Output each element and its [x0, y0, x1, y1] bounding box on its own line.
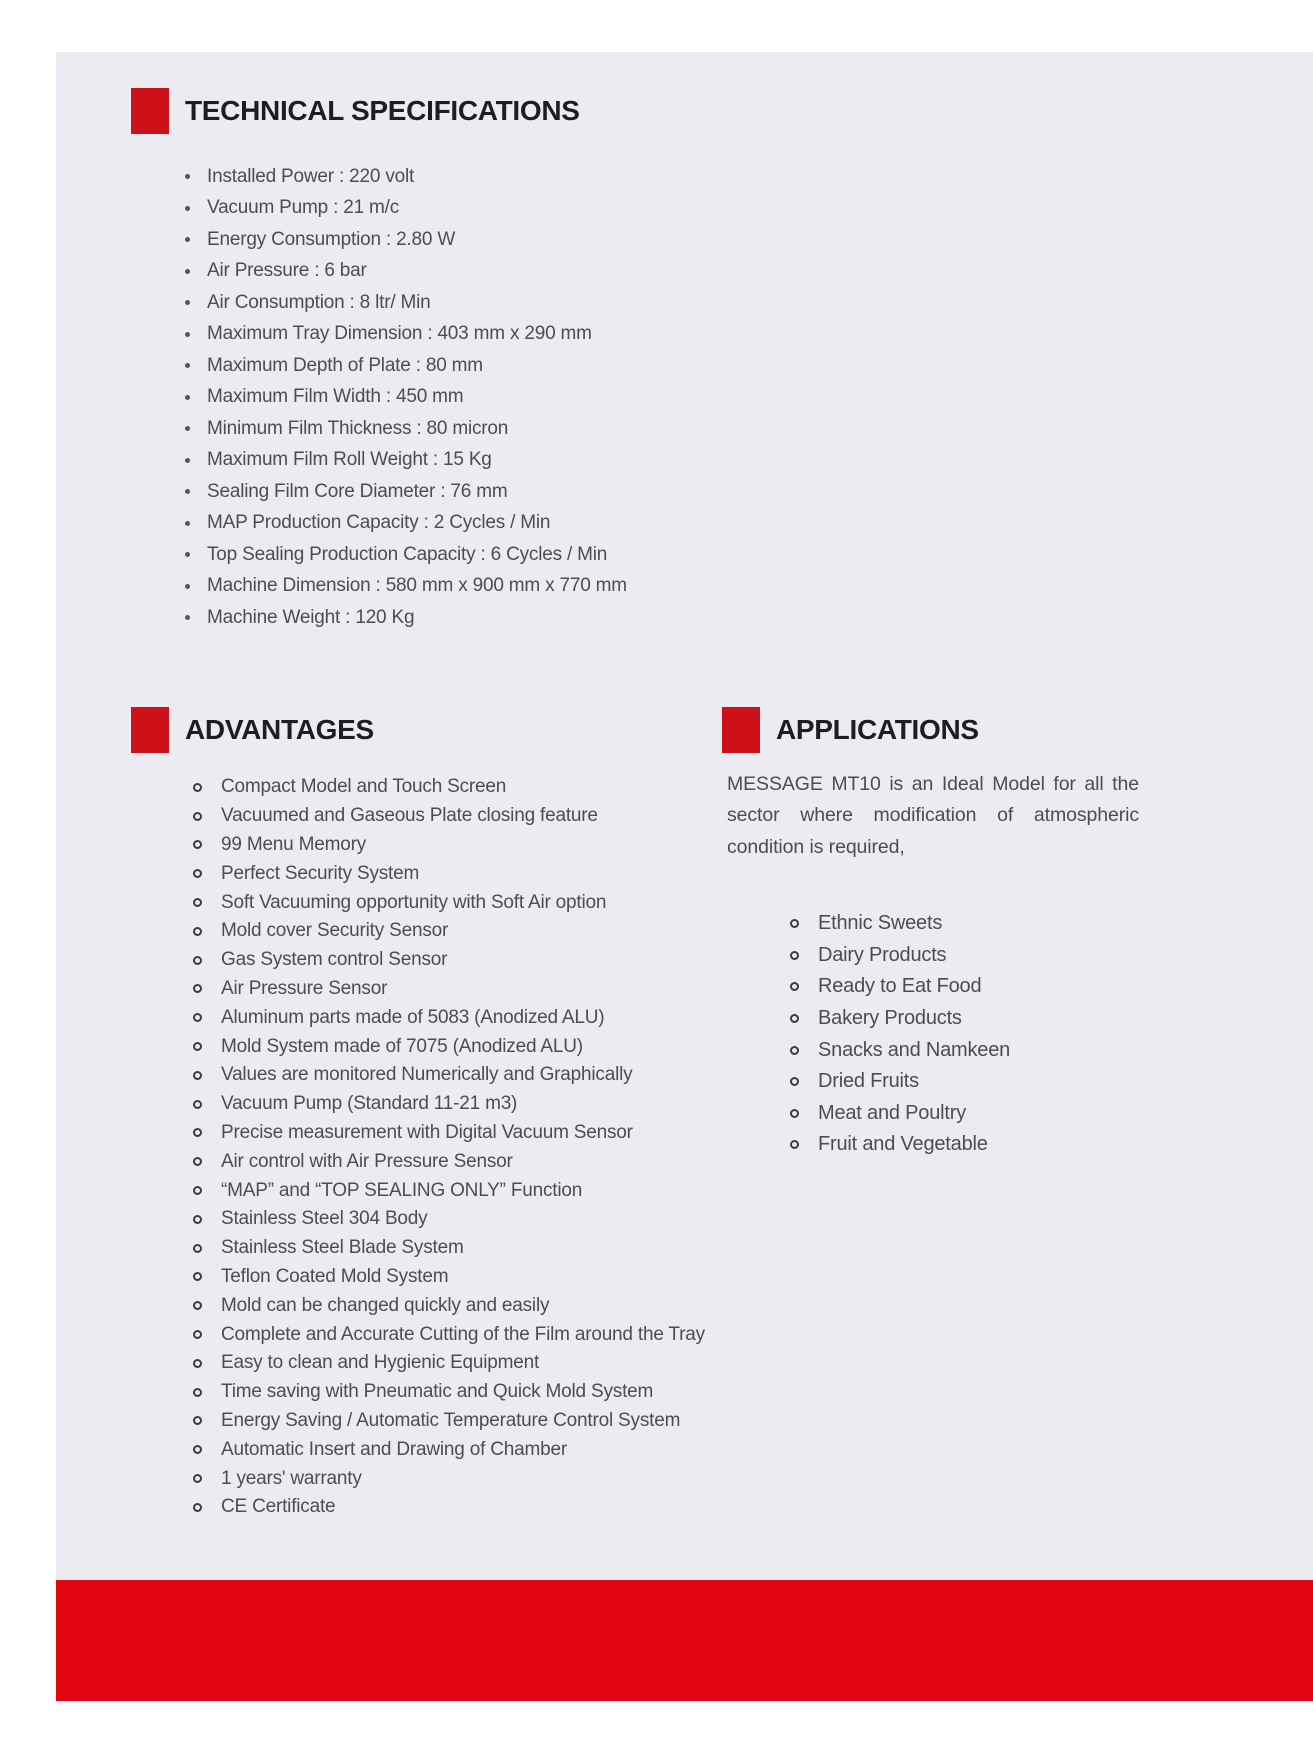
red-square-marker — [131, 88, 169, 134]
bullet-ring-icon — [193, 1215, 202, 1224]
spec-item-text: Installed Power : 220 volt — [207, 165, 415, 187]
advantage-list-item — [193, 1061, 705, 1090]
bullet-dot-icon — [185, 363, 190, 368]
spec-item-text: Sealing Film Core Diameter : 76 mm — [207, 480, 508, 502]
advantage-list-item — [193, 1407, 705, 1436]
bullet-dot-icon — [185, 174, 190, 179]
spec-item-text: Maximum Tray Dimension : 403 mm x 290 mm — [207, 323, 592, 345]
spec-item-text: Top Sealing Production Capacity : 6 Cycles / Min — [207, 543, 608, 565]
advantage-list-item — [193, 946, 705, 975]
advantage-item-text: Vacuum Pump (Standard 11-21 m3) — [221, 1093, 518, 1115]
applications-list — [790, 908, 1010, 1161]
bullet-ring-icon — [193, 1474, 202, 1483]
advantage-list-item — [193, 859, 705, 888]
advantage-item-text: Stainless Steel Blade System — [221, 1237, 464, 1259]
advantage-item-text: Air control with Air Pressure Sensor — [221, 1150, 513, 1172]
red-square-marker — [722, 707, 760, 753]
advantage-list-item — [193, 1032, 705, 1061]
bullet-ring-icon — [193, 1042, 202, 1051]
advantage-list-item — [193, 831, 705, 860]
spec-list-item — [185, 413, 627, 445]
bullet-ring-icon — [193, 1416, 202, 1425]
spec-list-item — [185, 602, 627, 634]
bullet-ring-icon — [790, 982, 799, 991]
application-list-item — [790, 908, 1010, 940]
advantage-item-text: Automatic Insert and Drawing of Chamber — [221, 1438, 567, 1460]
spec-list-item — [185, 382, 627, 414]
spec-item-text: Air Pressure : 6 bar — [207, 260, 367, 282]
advantage-item-text: Energy Saving / Automatic Temperature Control System — [221, 1409, 681, 1431]
advantage-item-text: Aluminum parts made of 5083 (Anodized ALU) — [221, 1006, 605, 1028]
advantage-list-item — [193, 1320, 705, 1349]
advantage-list-item — [193, 1435, 705, 1464]
advantage-item-text: Stainless Steel 304 Body — [221, 1208, 428, 1230]
technical-specifications-list — [185, 161, 627, 634]
bullet-ring-icon — [193, 1388, 202, 1397]
bullet-ring-icon — [193, 1071, 202, 1080]
bullet-dot-icon — [185, 552, 190, 557]
application-item-text: Dried Fruits — [818, 1070, 919, 1093]
advantage-item-text: Soft Vacuuming opportunity with Soft Air option — [221, 891, 607, 913]
bullet-ring-icon — [193, 1157, 202, 1166]
advantage-list-item — [193, 1205, 705, 1234]
advantage-list-item — [193, 1291, 705, 1320]
advantage-list-item — [193, 917, 705, 946]
advantage-item-text: 1 years' warranty — [221, 1467, 362, 1489]
application-list-item — [790, 971, 1010, 1003]
bullet-dot-icon — [185, 237, 190, 242]
bullet-ring-icon — [193, 1330, 202, 1339]
applications-title: APPLICATIONS — [776, 714, 979, 745]
spec-item-text: Maximum Film Roll Weight : 15 Kg — [207, 449, 492, 471]
bullet-dot-icon — [185, 458, 190, 463]
bullet-dot-icon — [185, 521, 190, 526]
advantages-title: ADVANTAGES — [185, 714, 374, 745]
bullet-ring-icon — [193, 783, 202, 792]
bullet-ring-icon — [193, 1503, 202, 1512]
bullet-ring-icon — [790, 1109, 799, 1118]
bullet-dot-icon — [185, 395, 190, 400]
spec-item-text: Machine Dimension : 580 mm x 900 mm x 770 mm — [207, 575, 627, 597]
bullet-dot-icon — [185, 426, 190, 431]
advantage-item-text: Values are monitored Numerically and Graphically — [221, 1064, 633, 1086]
application-list-item — [790, 1034, 1010, 1066]
application-item-text: Ethnic Sweets — [818, 912, 943, 935]
bullet-dot-icon — [185, 269, 190, 274]
spec-item-text: MAP Production Capacity : 2 Cycles / Min — [207, 512, 551, 534]
application-list-item — [790, 1066, 1010, 1098]
advantages-heading — [131, 707, 374, 753]
bullet-ring-icon — [193, 927, 202, 936]
bullet-ring-icon — [193, 840, 202, 849]
advantage-item-text: Teflon Coated Mold System — [221, 1265, 449, 1287]
bullet-ring-icon — [790, 919, 799, 928]
spec-item-text: Maximum Film Width : 450 mm — [207, 386, 464, 408]
spec-list-item — [185, 161, 627, 193]
bullet-ring-icon — [790, 951, 799, 960]
advantage-item-text: “MAP” and “TOP SEALING ONLY” Function — [221, 1179, 583, 1201]
bullet-ring-icon — [193, 1244, 202, 1253]
technical-specifications-title: TECHNICAL SPECIFICATIONS — [185, 95, 580, 126]
applications-heading — [722, 707, 979, 753]
bullet-ring-icon — [193, 1272, 202, 1281]
red-square-marker — [131, 707, 169, 753]
bullet-dot-icon — [185, 615, 190, 620]
application-item-text: Ready to Eat Food — [818, 975, 982, 998]
bullet-ring-icon — [790, 1140, 799, 1149]
application-list-item — [790, 1129, 1010, 1161]
spec-list-item — [185, 287, 627, 319]
advantage-item-text: Time saving with Pneumatic and Quick Mold System — [221, 1381, 654, 1403]
spec-list-item — [185, 539, 627, 571]
spec-list-item — [185, 256, 627, 288]
advantage-list-item — [193, 1263, 705, 1292]
advantage-list-item — [193, 1119, 705, 1148]
application-item-text: Meat and Poultry — [818, 1101, 966, 1124]
spec-list-item — [185, 224, 627, 256]
advantage-item-text: Complete and Accurate Cutting of the Film around the Tray — [221, 1323, 705, 1345]
bullet-ring-icon — [193, 984, 202, 993]
application-item-text: Dairy Products — [818, 943, 947, 966]
advantage-item-text: Perfect Security System — [221, 862, 420, 884]
footer-red-band — [56, 1580, 1313, 1701]
advantage-list-item — [193, 1464, 705, 1493]
advantage-list-item — [193, 1234, 705, 1263]
spec-list-item — [185, 476, 627, 508]
advantage-item-text: Air Pressure Sensor — [221, 977, 388, 999]
spec-item-text: Maximum Depth of Plate : 80 mm — [207, 354, 483, 376]
application-item-text: Bakery Products — [818, 1007, 962, 1030]
advantage-list-item — [193, 888, 705, 917]
bullet-dot-icon — [185, 300, 190, 305]
spec-list-item — [185, 445, 627, 477]
bullet-ring-icon — [193, 898, 202, 907]
spec-item-text: Air Consumption : 8 ltr/ Min — [207, 291, 431, 313]
application-list-item — [790, 940, 1010, 972]
spec-item-text: Energy Consumption : 2.80 W — [207, 228, 456, 250]
bullet-ring-icon — [193, 1128, 202, 1137]
advantage-item-text: Gas System control Sensor — [221, 949, 448, 971]
bullet-ring-icon — [193, 1100, 202, 1109]
bullet-ring-icon — [193, 1445, 202, 1454]
bullet-dot-icon — [185, 206, 190, 211]
advantage-item-text: Mold can be changed quickly and easily — [221, 1294, 550, 1316]
bullet-ring-icon — [790, 1014, 799, 1023]
advantage-list-item — [193, 1493, 705, 1522]
application-item-text: Fruit and Vegetable — [818, 1133, 988, 1156]
advantage-item-text: Precise measurement with Digital Vacuum Sensor — [221, 1121, 633, 1143]
bullet-ring-icon — [193, 956, 202, 965]
advantage-list-item — [193, 773, 705, 802]
spec-item-text: Machine Weight : 120 Kg — [207, 606, 415, 628]
advantage-list-item — [193, 975, 705, 1004]
advantage-item-text: Mold System made of 7075 (Anodized ALU) — [221, 1035, 583, 1057]
advantage-item-text: Mold cover Security Sensor — [221, 920, 449, 942]
bullet-ring-icon — [193, 869, 202, 878]
advantage-list-item — [193, 802, 705, 831]
bullet-dot-icon — [185, 489, 190, 494]
application-list-item — [790, 1003, 1010, 1035]
spec-list-item — [185, 319, 627, 351]
application-item-text: Snacks and Namkeen — [818, 1038, 1011, 1061]
advantage-item-text: Vacuumed and Gaseous Plate closing feature — [221, 805, 598, 827]
advantage-item-text: CE Certificate — [221, 1496, 336, 1518]
advantage-list-item — [193, 1003, 705, 1032]
application-list-item — [790, 1098, 1010, 1130]
spec-list-item — [185, 193, 627, 225]
bullet-ring-icon — [193, 1186, 202, 1195]
spec-item-text: Vacuum Pump : 21 m/c — [207, 197, 400, 219]
spec-list-item — [185, 571, 627, 603]
advantage-list-item — [193, 1176, 705, 1205]
technical-specifications-heading — [131, 88, 580, 134]
advantage-item-text: Compact Model and Touch Screen — [221, 776, 507, 798]
advantage-list-item — [193, 1378, 705, 1407]
bullet-ring-icon — [193, 812, 202, 821]
spec-list-item — [185, 508, 627, 540]
advantage-list-item — [193, 1090, 705, 1119]
bullet-ring-icon — [790, 1046, 799, 1055]
advantage-item-text: Easy to clean and Hygienic Equipment — [221, 1352, 540, 1374]
bullet-dot-icon — [185, 584, 190, 589]
bullet-dot-icon — [185, 332, 190, 337]
advantage-item-text: 99 Menu Memory — [221, 833, 367, 855]
bullet-ring-icon — [193, 1301, 202, 1310]
spec-item-text: Minimum Film Thickness : 80 micron — [207, 417, 509, 439]
advantage-list-item — [193, 1147, 705, 1176]
advantage-list-item — [193, 1349, 705, 1378]
spec-list-item — [185, 350, 627, 382]
advantages-list — [193, 773, 705, 1522]
bullet-ring-icon — [790, 1077, 799, 1086]
bullet-ring-icon — [193, 1013, 202, 1022]
applications-intro-paragraph: MESSAGE MT10 is an Ideal Model for all the sector where modification of atmospheric condition is required, — [727, 773, 1139, 858]
bullet-ring-icon — [193, 1359, 202, 1368]
